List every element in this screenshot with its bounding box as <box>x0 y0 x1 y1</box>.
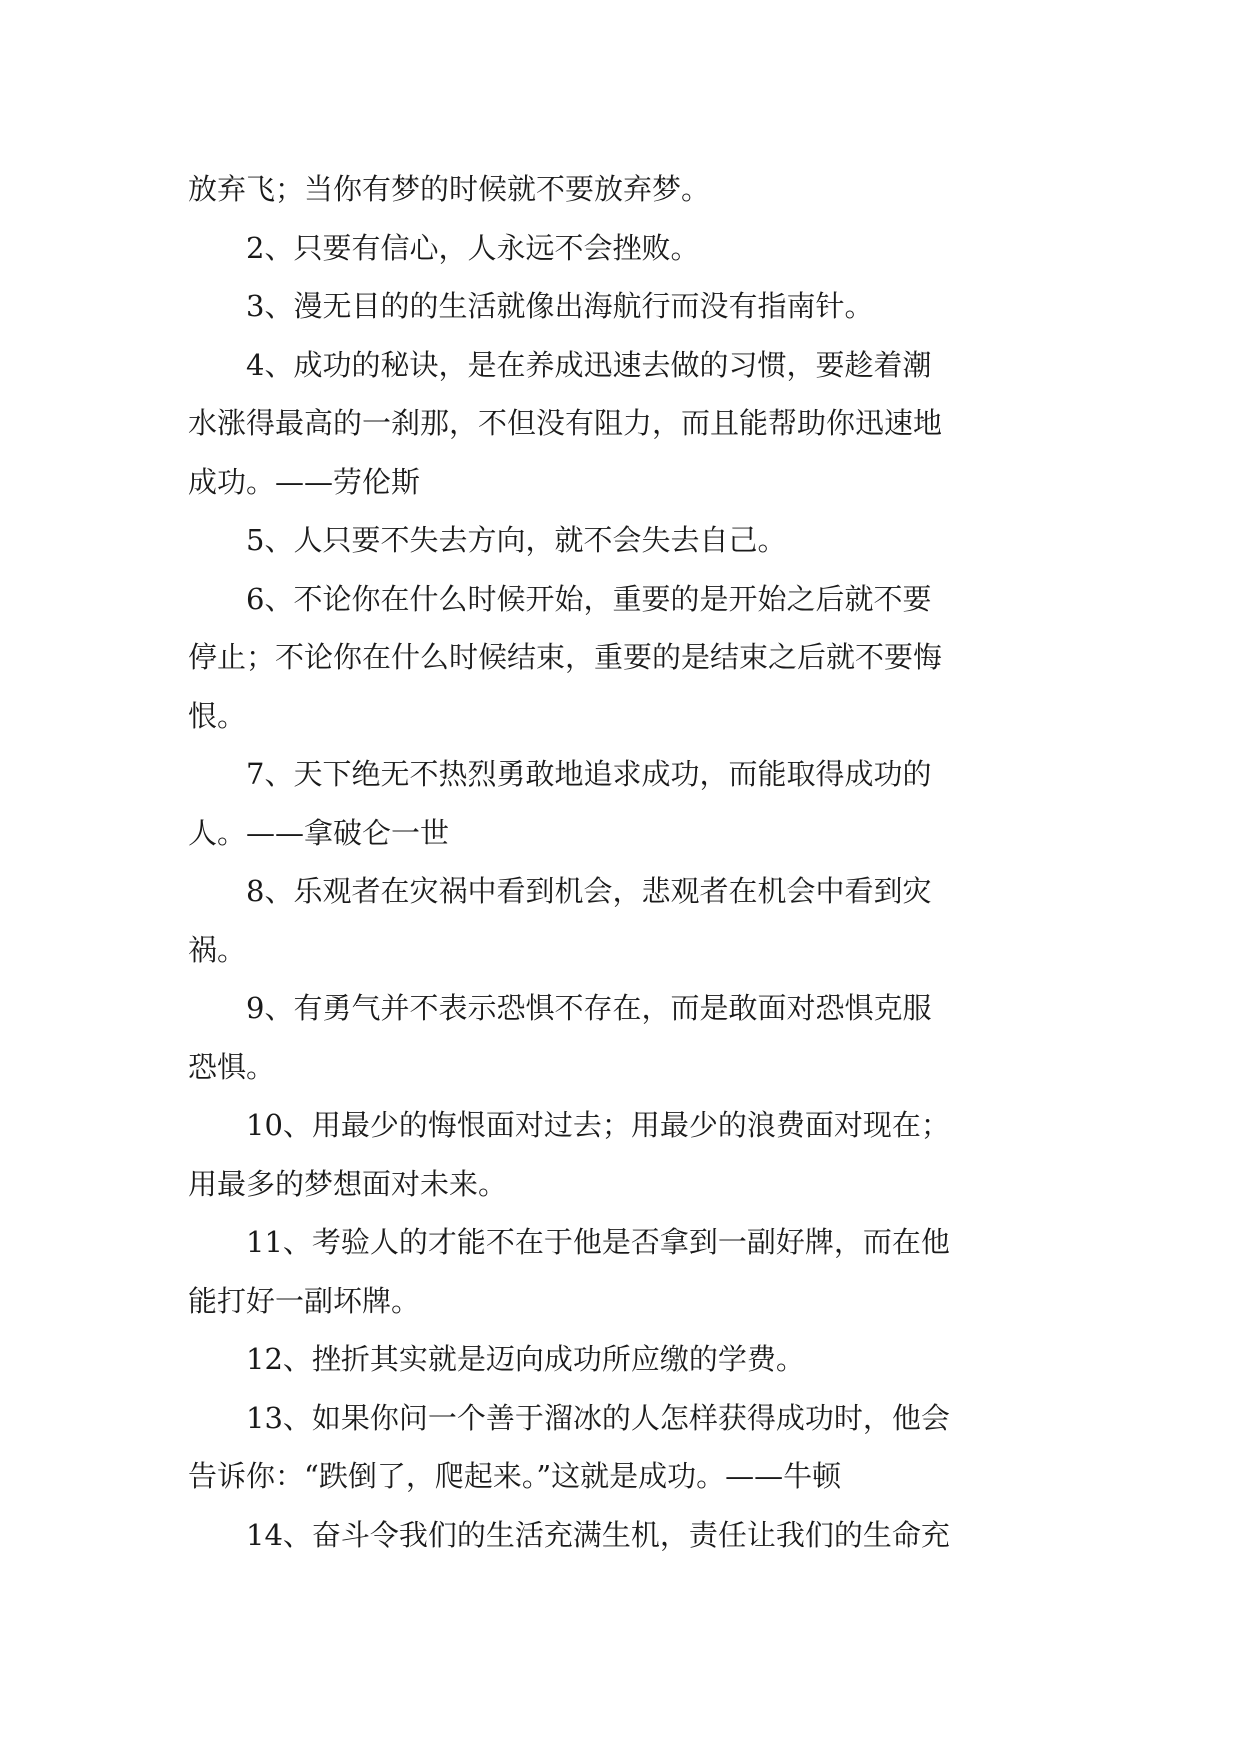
text-line: 停止；不论你在什么时候结束，重要的是结束之后就不要悔 <box>188 640 943 674</box>
text-line: 恐惧。 <box>188 1049 276 1084</box>
text-line: 14、奋斗令我们的生活充满生机，责任让我们的生命充 <box>246 1517 950 1552</box>
text-line: 12、挫折其实就是迈向成功所应缴的学费。 <box>246 1342 805 1376</box>
text-line: 2、只要有信心，人永远不会挫败。 <box>246 230 700 265</box>
text-line: 13、如果你问一个善于溜冰的人怎样获得成功时，他会 <box>246 1400 950 1435</box>
text-line: 7、天下绝无不热烈勇敢地追求成功，而能取得成功的 <box>246 757 932 791</box>
text-line: 祸。 <box>188 932 247 967</box>
text-line: 放弃飞；当你有梦的时候就不要放弃梦。 <box>188 172 711 206</box>
text-line: 10、用最少的悔恨面对过去；用最少的浪费面对现在； <box>246 1108 950 1142</box>
text-line: 成功。——劳伦斯 <box>188 464 421 499</box>
text-line: 5、人只要不失去方向，就不会失去自己。 <box>246 523 787 557</box>
text-line: 9、有勇气并不表示恐惧不存在，而是敢面对恐惧克服 <box>246 991 932 1025</box>
text-line: 恨。 <box>188 698 247 733</box>
text-line: 4、成功的秘诀，是在养成迅速去做的习惯，要趁着潮 <box>246 347 932 382</box>
text-line: 水涨得最高的一刹那，不但没有阻力，而且能帮助你迅速地 <box>188 406 943 440</box>
text-line: 11、考验人的才能不在于他是否拿到一副好牌，而在他 <box>246 1225 950 1259</box>
text-line: 告诉你：“跌倒了，爬起来。”这就是成功。——牛顿 <box>188 1459 842 1493</box>
text-line: 用最多的梦想面对未来。 <box>188 1166 508 1201</box>
document-body <box>188 160 1058 1564</box>
text-line: 6、不论你在什么时候开始，重要的是开始之后就不要 <box>246 581 932 616</box>
text-line: 能打好一副坏牌。 <box>188 1283 421 1318</box>
text-line: 3、漫无目的的生活就像出海航行而没有指南针。 <box>246 289 874 323</box>
text-line: 人。——拿破仑一世 <box>188 815 450 850</box>
text-line: 8、乐观者在灾祸中看到机会，悲观者在机会中看到灾 <box>246 874 932 908</box>
